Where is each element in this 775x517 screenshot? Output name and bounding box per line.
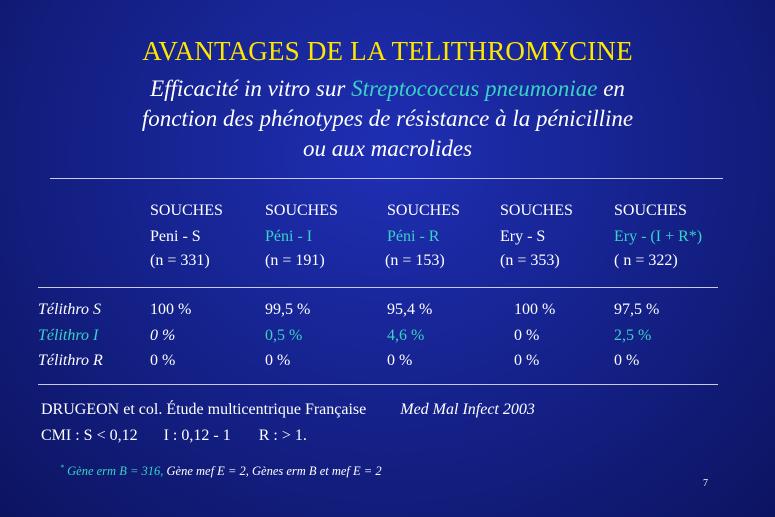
subtitle-line-2: fonction des phénotypes de résistance à la pénicilline: [141, 106, 634, 131]
cell-value: 0 %: [150, 352, 176, 369]
column-head: SOUCHES: [265, 202, 338, 219]
cell-value: 0 %: [614, 352, 640, 369]
reference-journal: Med Mal Infect 2003: [400, 401, 535, 418]
cell-value: 0 %: [150, 327, 176, 344]
table-bottom-rule: [38, 384, 718, 385]
cell-value: 4,6 %: [387, 327, 425, 344]
cell-value: 97,5 %: [614, 301, 660, 318]
cmi-intermediate: I : 0,12 - 1: [163, 427, 231, 444]
column-count: (n = 331): [150, 252, 210, 269]
column-type: Ery - (I + R*): [614, 228, 703, 245]
cell-value: 0 %: [514, 352, 540, 369]
cell-value: 2,5 %: [614, 327, 652, 344]
column-head: SOUCHES: [150, 202, 223, 219]
column-count: (n = 353): [500, 252, 560, 269]
cell-value: 0 %: [387, 352, 413, 369]
column-type: Péni - I: [265, 228, 313, 245]
column-type: Péni - R: [387, 228, 440, 245]
page-number: 7: [703, 478, 708, 489]
column-type: Peni - S: [150, 228, 201, 245]
reference-authors: DRUGEON et col. Étude multicentrique Française: [41, 401, 367, 418]
subtitle-line-3: ou aux macrolides: [302, 136, 473, 161]
cell-value: 0 %: [514, 327, 540, 344]
footnote: [60, 463, 382, 479]
cell-value: 0,5 %: [265, 327, 303, 344]
column-head: SOUCHES: [614, 202, 687, 219]
column-count: ( n = 322): [614, 252, 678, 269]
footnote-accent: Gène erm B = 316,: [64, 464, 164, 479]
table-top-rule: [38, 287, 718, 288]
column-count: (n = 191): [265, 252, 325, 269]
column-head: SOUCHES: [500, 202, 573, 219]
row-label: Télithro S: [38, 301, 101, 318]
footnote-star: *: [60, 463, 64, 472]
row-label: Télithro I: [38, 327, 99, 344]
row-label: Télithro R: [38, 352, 103, 369]
cmi-line: [41, 427, 307, 445]
cell-value: 95,4 %: [387, 301, 433, 318]
cmi-label: CMI : S < 0,12: [41, 427, 138, 444]
title-divider: [50, 178, 723, 179]
subtitle-text: en: [597, 76, 625, 101]
column-count: (n = 153): [385, 252, 445, 269]
footnote-text: Gène mef E = 2, Gènes erm B et mef E = 2: [163, 464, 382, 479]
cell-value: 99,5 %: [265, 301, 311, 318]
column-head: SOUCHES: [387, 202, 460, 219]
cell-value: 100 %: [514, 301, 556, 318]
subtitle-species: Streptococcus pneumoniae: [351, 76, 598, 101]
column-type: Ery - S: [500, 228, 546, 245]
reference-line: [41, 401, 535, 419]
cell-value: 0 %: [265, 352, 291, 369]
slide-title: AVANTAGES DE LA TELITHROMYCINE: [142, 36, 633, 66]
cmi-resistant: R : > 1.: [258, 427, 307, 444]
cell-value: 100 %: [150, 301, 192, 318]
subtitle-text: Efficacité in vitro sur: [150, 76, 352, 101]
subtitle-line-1: [0, 76, 775, 102]
